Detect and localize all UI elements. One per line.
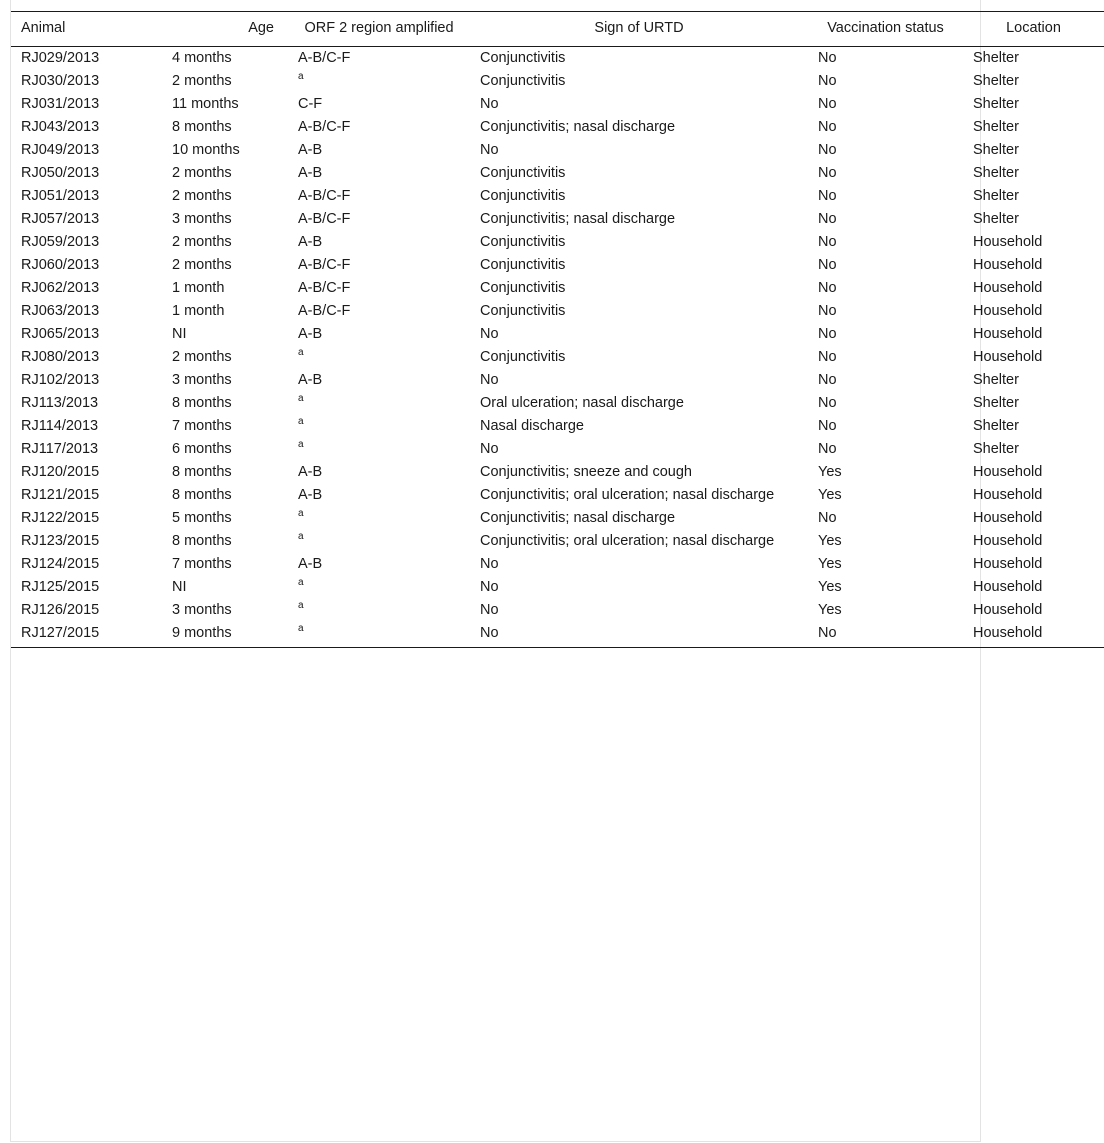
cell-age: 8 months <box>172 395 232 411</box>
cell-age: 4 months <box>172 50 232 66</box>
footnote-marker: a <box>298 439 304 451</box>
cell-sign-of-urtd: Conjunctivitis; nasal discharge <box>480 510 676 526</box>
table-row <box>11 93 1104 116</box>
footnote-marker: a <box>298 508 304 520</box>
cell-location: Shelter <box>973 119 1019 135</box>
cell-age: 10 months <box>172 142 240 158</box>
cell-animal: RJ059/2013 <box>21 234 100 250</box>
header-vaccination-status: Vaccination status <box>827 20 944 36</box>
cell-age: 3 months <box>172 372 232 388</box>
table-body <box>11 47 1104 648</box>
cell-animal: RJ065/2013 <box>21 326 100 342</box>
cell-orf2-region: A-B <box>298 142 323 158</box>
cell-age: 5 months <box>172 510 232 526</box>
cell-animal: RJ126/2015 <box>21 602 100 618</box>
table-row <box>11 530 1104 553</box>
table-row <box>11 208 1104 231</box>
cell-location: Shelter <box>973 165 1019 181</box>
cell-vaccination-status: Yes <box>818 602 842 618</box>
cell-vaccination-status: Yes <box>818 579 842 595</box>
table-row <box>11 576 1104 599</box>
table-row <box>11 47 1104 71</box>
cell-vaccination-status: No <box>818 96 837 112</box>
cell-location: Shelter <box>973 50 1019 66</box>
table-row <box>11 139 1104 162</box>
cell-animal: RJ031/2013 <box>21 96 100 112</box>
cell-location: Household <box>973 280 1043 296</box>
table-row <box>11 70 1104 93</box>
cell-vaccination-status: No <box>818 142 837 158</box>
cell-sign-of-urtd: Conjunctivitis <box>480 165 566 181</box>
cell-orf2-region: A-B <box>298 487 323 503</box>
cell-vaccination-status: No <box>818 188 837 204</box>
table-row <box>11 277 1104 300</box>
cell-sign-of-urtd: No <box>480 556 499 572</box>
cell-animal: RJ114/2013 <box>21 418 99 434</box>
cell-sign-of-urtd: Conjunctivitis; oral ulceration; nasal discharge <box>480 533 775 549</box>
cell-vaccination-status: No <box>818 326 837 342</box>
table-row <box>11 622 1104 648</box>
cell-vaccination-status: No <box>818 510 837 526</box>
cell-orf2-region: C-F <box>298 96 323 112</box>
cell-vaccination-status: Yes <box>818 487 842 503</box>
cell-orf2-region <box>288 415 470 438</box>
cell-orf2-region: A-B/C-F <box>298 257 351 273</box>
cell-vaccination-status: No <box>818 257 837 273</box>
cell-vaccination-status: No <box>818 441 837 457</box>
cell-age: NI <box>172 579 187 595</box>
cell-sign-of-urtd: No <box>480 96 499 112</box>
cell-age: 3 months <box>172 602 232 618</box>
cell-animal: RJ051/2013 <box>21 188 100 204</box>
cell-sign-of-urtd: Oral ulceration; nasal discharge <box>480 395 684 411</box>
cell-vaccination-status: No <box>818 211 837 227</box>
cell-location: Household <box>973 464 1043 480</box>
cell-animal: RJ127/2015 <box>21 625 100 641</box>
cell-animal: RJ117/2013 <box>21 441 99 457</box>
cell-orf2-region: A-B <box>298 372 323 388</box>
cell-location: Shelter <box>973 73 1019 89</box>
footnote-marker: a <box>298 71 304 83</box>
footnote-marker: a <box>298 393 304 405</box>
header-animal: Animal <box>21 20 66 36</box>
cell-vaccination-status: No <box>818 349 837 365</box>
cell-vaccination-status: Yes <box>818 556 842 572</box>
cell-sign-of-urtd: Conjunctivitis <box>480 188 566 204</box>
cell-orf2-region <box>288 507 470 530</box>
cell-location: Household <box>973 349 1043 365</box>
cell-sign-of-urtd: Conjunctivitis; nasal discharge <box>480 119 676 135</box>
cell-vaccination-status: No <box>818 625 837 641</box>
cell-age: 6 months <box>172 441 232 457</box>
cell-animal: RJ102/2013 <box>21 372 100 388</box>
cell-location: Household <box>973 510 1043 526</box>
cell-vaccination-status: No <box>818 50 837 66</box>
table-row <box>11 231 1104 254</box>
table-row <box>11 507 1104 530</box>
table-header <box>11 12 1104 47</box>
table-row <box>11 254 1104 277</box>
cell-vaccination-status: No <box>818 372 837 388</box>
cell-age: 11 months <box>172 96 239 112</box>
cell-animal: RJ063/2013 <box>21 303 100 319</box>
cell-vaccination-status: No <box>818 395 837 411</box>
table-row <box>11 438 1104 461</box>
cell-sign-of-urtd: Conjunctivitis <box>480 303 566 319</box>
cell-orf2-region <box>288 530 470 553</box>
table-row <box>11 553 1104 576</box>
cell-sign-of-urtd: Conjunctivitis <box>480 280 566 296</box>
cell-orf2-region: A-B/C-F <box>298 280 351 296</box>
table-row <box>11 162 1104 185</box>
cell-orf2-region: A-B <box>298 464 323 480</box>
cell-animal: RJ029/2013 <box>21 50 100 66</box>
cell-animal: RJ049/2013 <box>21 142 100 158</box>
table-row <box>11 415 1104 438</box>
cell-animal: RJ062/2013 <box>21 280 100 296</box>
cell-location: Shelter <box>973 441 1019 457</box>
cell-orf2-region <box>288 392 470 415</box>
cell-sign-of-urtd: No <box>480 579 499 595</box>
cell-sign-of-urtd: Conjunctivitis <box>480 50 566 66</box>
cell-orf2-region: A-B <box>298 165 323 181</box>
header-row <box>11 12 1104 47</box>
cell-vaccination-status: No <box>818 119 837 135</box>
cell-orf2-region <box>288 438 470 461</box>
table-row <box>11 300 1104 323</box>
cell-sign-of-urtd: No <box>480 326 499 342</box>
cell-location: Household <box>973 625 1043 641</box>
cell-animal: RJ125/2015 <box>21 579 100 595</box>
header-orf2-region: ORF 2 region amplified <box>304 20 454 36</box>
table-row <box>11 599 1104 622</box>
cell-orf2-region: A-B/C-F <box>298 50 351 66</box>
cell-orf2-region: A-B/C-F <box>298 119 351 135</box>
cell-sign-of-urtd: Conjunctivitis <box>480 349 566 365</box>
cell-location: Household <box>973 326 1043 342</box>
footnote-marker: a <box>298 623 304 635</box>
footnote-marker: a <box>298 600 304 612</box>
cell-animal: RJ113/2013 <box>21 395 99 411</box>
cell-location: Household <box>973 303 1043 319</box>
cell-sign-of-urtd: Conjunctivitis <box>480 234 566 250</box>
cell-sign-of-urtd: Conjunctivitis <box>480 73 566 89</box>
cell-orf2-region <box>288 70 470 93</box>
cell-sign-of-urtd: Conjunctivitis; sneeze and cough <box>480 464 692 480</box>
cell-location: Household <box>973 579 1043 595</box>
cell-location: Household <box>973 234 1043 250</box>
cell-age: 2 months <box>172 234 232 250</box>
cell-age: 8 months <box>172 464 232 480</box>
footnote-marker: a <box>298 416 304 428</box>
cell-animal: RJ124/2015 <box>21 556 100 572</box>
cell-orf2-region: A-B/C-F <box>298 211 351 227</box>
cell-sign-of-urtd: Conjunctivitis; nasal discharge <box>480 211 676 227</box>
cell-location: Household <box>973 556 1043 572</box>
header-location: Location <box>1006 20 1061 36</box>
cell-age: 7 months <box>172 556 232 572</box>
cell-age: 2 months <box>172 349 232 365</box>
table-row <box>11 461 1104 484</box>
cell-orf2-region: A-B <box>298 556 323 572</box>
cell-sign-of-urtd: No <box>480 625 499 641</box>
cell-location: Household <box>973 533 1043 549</box>
cell-location: Household <box>973 602 1043 618</box>
cell-location: Household <box>973 487 1043 503</box>
table-row <box>11 484 1104 507</box>
cell-age: 8 months <box>172 533 232 549</box>
cell-animal: RJ080/2013 <box>21 349 100 365</box>
cell-location: Shelter <box>973 211 1019 227</box>
cell-animal: RJ122/2015 <box>21 510 100 526</box>
cell-vaccination-status: No <box>818 303 837 319</box>
cell-animal: RJ060/2013 <box>21 257 100 273</box>
footnote-marker: a <box>298 577 304 589</box>
cell-age: 8 months <box>172 487 232 503</box>
urtd-data-table <box>11 11 1104 648</box>
cell-orf2-region: A-B/C-F <box>298 188 351 204</box>
cell-animal: RJ030/2013 <box>21 73 100 89</box>
cell-vaccination-status: No <box>818 234 837 250</box>
cell-vaccination-status: Yes <box>818 533 842 549</box>
cell-location: Shelter <box>973 372 1019 388</box>
cell-sign-of-urtd: No <box>480 142 499 158</box>
cell-orf2-region: A-B <box>298 234 323 250</box>
cell-animal: RJ057/2013 <box>21 211 100 227</box>
footnote-marker: a <box>298 347 304 359</box>
cell-age: 2 months <box>172 73 232 89</box>
table-row <box>11 323 1104 346</box>
cell-vaccination-status: Yes <box>818 464 842 480</box>
table-row <box>11 346 1104 369</box>
cell-age: 8 months <box>172 119 232 135</box>
cell-animal: RJ120/2015 <box>21 464 100 480</box>
cell-location: Shelter <box>973 96 1019 112</box>
cell-location: Shelter <box>973 418 1019 434</box>
header-sign-of-urtd: Sign of URTD <box>594 20 684 36</box>
cell-orf2-region <box>288 599 470 622</box>
cell-vaccination-status: No <box>818 280 837 296</box>
table-row <box>11 116 1104 139</box>
cell-age: 2 months <box>172 165 232 181</box>
cell-age: 9 months <box>172 625 232 641</box>
cell-age: NI <box>172 326 187 342</box>
cell-sign-of-urtd: No <box>480 372 499 388</box>
cell-sign-of-urtd: Conjunctivitis; oral ulceration; nasal discharge <box>480 487 775 503</box>
cell-orf2-region <box>288 346 470 369</box>
cell-orf2-region <box>288 622 470 648</box>
cell-orf2-region: A-B <box>298 326 323 342</box>
cell-vaccination-status: No <box>818 418 837 434</box>
cell-age: 7 months <box>172 418 232 434</box>
cell-location: Shelter <box>973 188 1019 204</box>
footnote-marker: a <box>298 531 304 543</box>
cell-vaccination-status: No <box>818 165 837 181</box>
cell-age: 2 months <box>172 257 232 273</box>
cell-animal: RJ123/2015 <box>21 533 100 549</box>
cell-animal: RJ121/2015 <box>21 487 100 503</box>
cell-location: Shelter <box>973 395 1019 411</box>
cell-sign-of-urtd: No <box>480 602 499 618</box>
header-age: Age <box>248 20 274 36</box>
cell-sign-of-urtd: Nasal discharge <box>480 418 584 434</box>
cell-animal: RJ050/2013 <box>21 165 100 181</box>
table-row <box>11 392 1104 415</box>
cell-vaccination-status: No <box>818 73 837 89</box>
table-row <box>11 185 1104 208</box>
cell-location: Household <box>973 257 1043 273</box>
cell-age: 2 months <box>172 188 232 204</box>
cell-orf2-region: A-B/C-F <box>298 303 351 319</box>
cell-sign-of-urtd: Conjunctivitis <box>480 257 566 273</box>
cell-location: Shelter <box>973 142 1019 158</box>
table-row <box>11 369 1104 392</box>
cell-sign-of-urtd: No <box>480 441 499 457</box>
cell-age: 3 months <box>172 211 232 227</box>
cell-orf2-region <box>288 576 470 599</box>
cell-age: 1 month <box>172 280 225 296</box>
cell-animal: RJ043/2013 <box>21 119 100 135</box>
cell-age: 1 month <box>172 303 225 319</box>
